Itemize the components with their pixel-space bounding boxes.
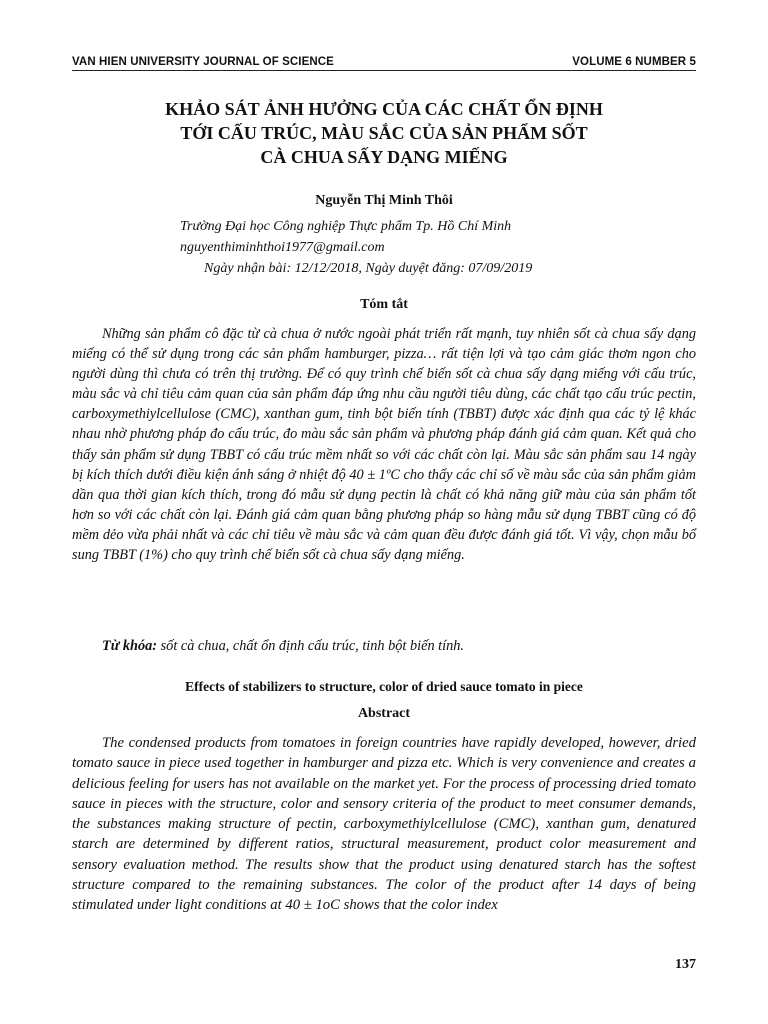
vn-abstract-text: Những sản phẩm cô đặc từ cà chua ở nước ngoài phát triển rất mạnh, tuy nhiên sốt cà chua sấy dạng miếng có thể sử dụng trong các sản phẩm hamburger, pizza… rất tiện lợi và tạo cảm giác thơm ngon cho người dùng thì chưa có trên thị trường. Để có quy trình chế biến sốt cà chua sấy dạng miếng với cấu trúc, màu sắc và chỉ tiêu cảm quan của sản phẩm đáp ứng nhu cầu người tiêu dùng, các chất tạo cấu trúc pectin, carboxymethiylcellulose (CMC), xanthan gum, tinh bột biến tính (TBBT) được xác định qua các tỷ lệ khác nhau nhờ phương pháp đo cấu trúc, đo màu sắc sản phẩm và phương pháp đánh giá cảm quan. Kết quả cho thấy sản phẩm sử dụng TBBT có cấu trúc mềm nhất so với các chất còn lại. Màu sắc sản phẩm sau 14 ngày bị kích thích dưới điều kiện ánh sáng ở nhiệt độ 40 ± 1ºC cho thấy các chỉ số về màu sắc của sản phẩm giảm dần qua thời gian kích thích, trong đó mẫu sử dụng pectin là chất có khả năng giữ màu của sản phẩm tốt hơn so với các chất còn lại. Đánh giá cảm quan bằng phương pháp so hàng mẫu sử dụng TBBT cũng có độ mềm dẻo vừa phải nhất và các chỉ tiêu về màu sắc và cảm quan đều được đánh giá tốt. Vì vậy, chọn mẫu bổ sung TBBT (1%) cho quy trình chế biến sốt cà chua sấy dạng miếng. [72,326,696,564]
vn-abstract-heading: Tóm tắt [360,297,408,312]
keywords-text: sốt cà chua, chất ổn định cấu trúc, tinh bột biến tính. [160,638,464,654]
author-email: nguyenthiminhthoi1977@gmail.com [180,240,385,255]
en-abstract-heading: Abstract [357,706,411,721]
en-abstract-text: The condensed products from tomatoes in foreign countries have rapidly developed, however, dried tomato sauce in piece used together in hamburger and pizza etc. Which is very convenience and creates a delicious feeling for users has not available on the market yet. For the process of processing dried tomato sauce in pieces with the structure, color and sensory criteria of the product to meet consumer demands, the substances making structure of pectin, carboxymethiylcellulose (CMC), xanthan gum, denatured starch are determined by different ratios, structural measurement, product color measurement and sensory evaluation method. The results show that the product using denatured starch has the softest structure compared to the remaining substances. The color of the product after 14 days of being stimulated under light conditions at 40 ± 1oC shows that the color index [72,735,696,914]
affiliation: Trường Đại học Công nghiệp Thực phẩm Tp. Hồ Chí Minh [180,219,512,234]
title-line-1: KHẢO SÁT ẢNH HƯỞNG CỦA CÁC CHẤT ỔN ĐỊNH [165,99,603,119]
keywords [72,638,696,655]
paper-title [72,97,696,169]
author-name: Nguyễn Thị Minh Thôi [315,193,453,208]
keywords-label: Từ khóa: [102,638,158,654]
english-title: Effects of stabilizers to structure, color of dried sauce tomato in piece [185,679,583,694]
journal-name: VAN HIEN UNIVERSITY JOURNAL OF SCIENCE [72,56,334,68]
running-header [72,56,696,71]
submission-dates: Ngày nhận bài: 12/12/2018, Ngày duyệt đăng: 07/09/2019 [204,261,533,276]
author-info [180,216,680,279]
title-line-3: CÀ CHUA SẤY DẠNG MIẾNG [260,147,508,167]
title-line-2: TỚI CẤU TRÚC, MÀU SẮC CỦA SẢN PHẨM SỐT [180,123,588,143]
page-number: 137 [675,957,696,972]
volume-number: VOLUME 6 NUMBER 5 [572,56,696,68]
